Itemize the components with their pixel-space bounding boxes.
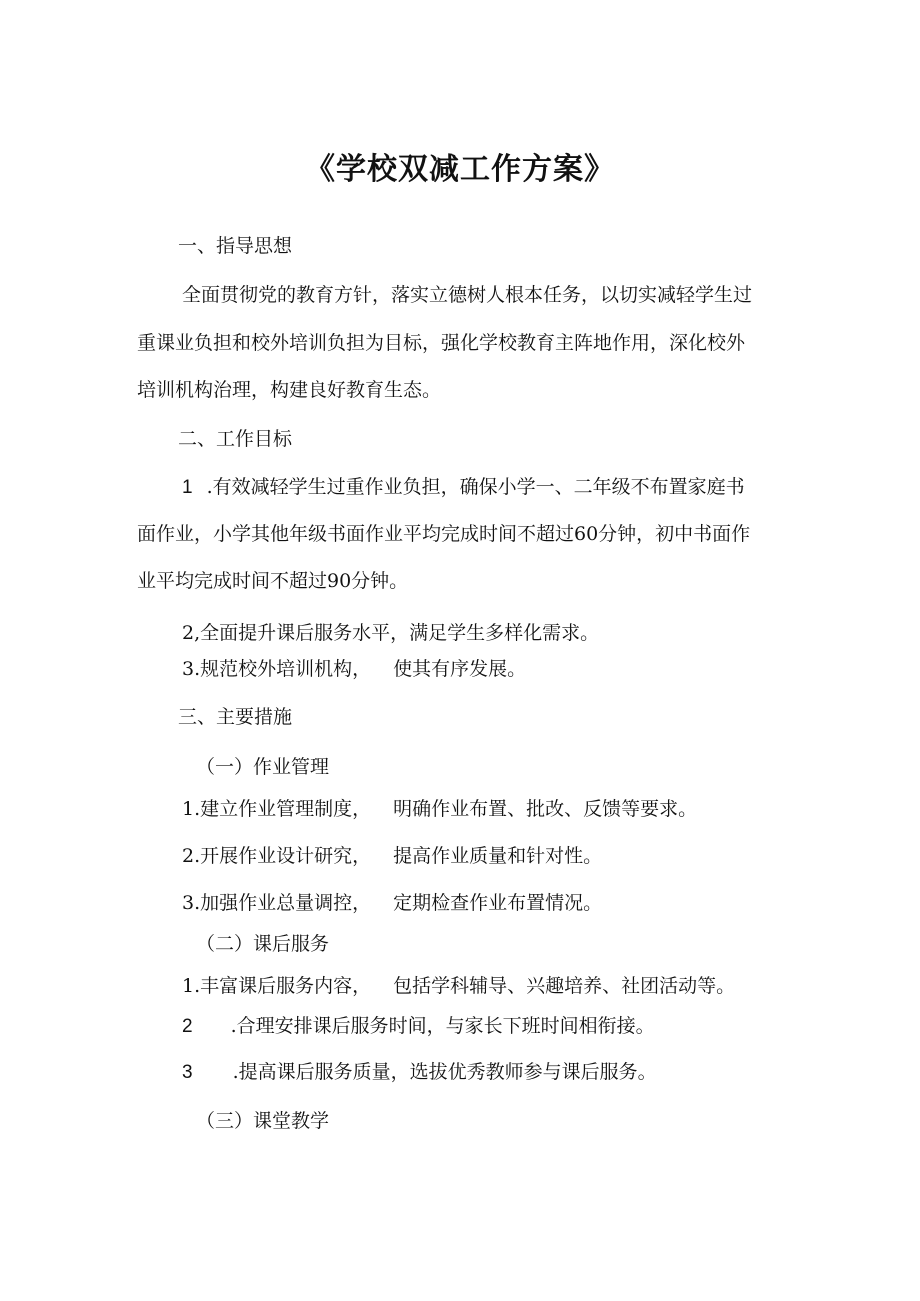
section-heading-guiding-ideology: 一、指导思想: [178, 235, 293, 257]
document-title: 《学校双减工作方案》: [305, 152, 615, 187]
item-number: 3: [182, 1062, 193, 1083]
subsection-heading-homework: （一）作业管理: [196, 756, 330, 778]
item-text: 包括学科辅导、兴趣培养、社团活动等。: [393, 975, 736, 997]
item-text: 明确作业布置、批改、反馈等要求。: [393, 798, 698, 820]
list-item: [182, 1059, 657, 1086]
subsection-heading-classroom-teaching: （三）课堂教学: [196, 1110, 330, 1132]
list-item: [182, 796, 697, 822]
list-item: [182, 474, 745, 501]
item-text: 定期检查作业布置情况。: [393, 892, 603, 914]
paragraph-line: 业平均完成时间不超过90分钟。: [137, 570, 409, 592]
section-heading-work-goals: 二、工作目标: [178, 428, 293, 450]
paragraph-line: 培训机构治理，构建良好教育生态。: [137, 379, 442, 401]
paragraph-line: 面作业，小学其他年级书面作业平均完成时间不超过60分钟，初中书面作: [137, 523, 751, 545]
list-item: [182, 1013, 655, 1040]
item-text: 提高作业质量和针对性。: [393, 845, 603, 867]
item-lead: 1.建立作业管理制度，: [182, 798, 372, 820]
list-item: [182, 843, 602, 869]
item-lead: 3.规范校外培训机构，: [182, 658, 372, 680]
item-text: .有效减轻学生过重作业负担，确保小学一、二年级不布置家庭书: [206, 476, 745, 498]
item-number: 2: [182, 1016, 193, 1037]
item-text: .合理安排课后服务时间，与家长下班时间相衔接。: [230, 1015, 655, 1037]
item-text: .提高课后服务质量，选拔优秀教师参与课后服务。: [232, 1061, 657, 1083]
list-item: [182, 973, 735, 999]
item-lead: 1.丰富课后服务内容，: [182, 975, 372, 997]
section-heading-main-measures: 三、主要措施: [178, 706, 293, 728]
list-item: [182, 890, 602, 916]
paragraph-line: 重课业负担和校外培训负担为目标，强化学校教育主阵地作用，深化校外: [137, 332, 746, 354]
list-item: [182, 656, 526, 682]
item-number: 1: [182, 477, 193, 498]
item-lead: 2.开展作业设计研究，: [182, 845, 372, 867]
item-lead: 3.加强作业总量调控，: [182, 892, 372, 914]
item-text: 使其有序发展。: [393, 658, 527, 680]
list-item: 2,全面提升课后服务水平，满足学生多样化需求。: [182, 622, 600, 644]
paragraph-line: 全面贯彻党的教育方针，落实立德树人根本任务，以切实减轻学生过: [182, 284, 753, 306]
subsection-heading-after-school: （二）课后服务: [196, 933, 330, 955]
